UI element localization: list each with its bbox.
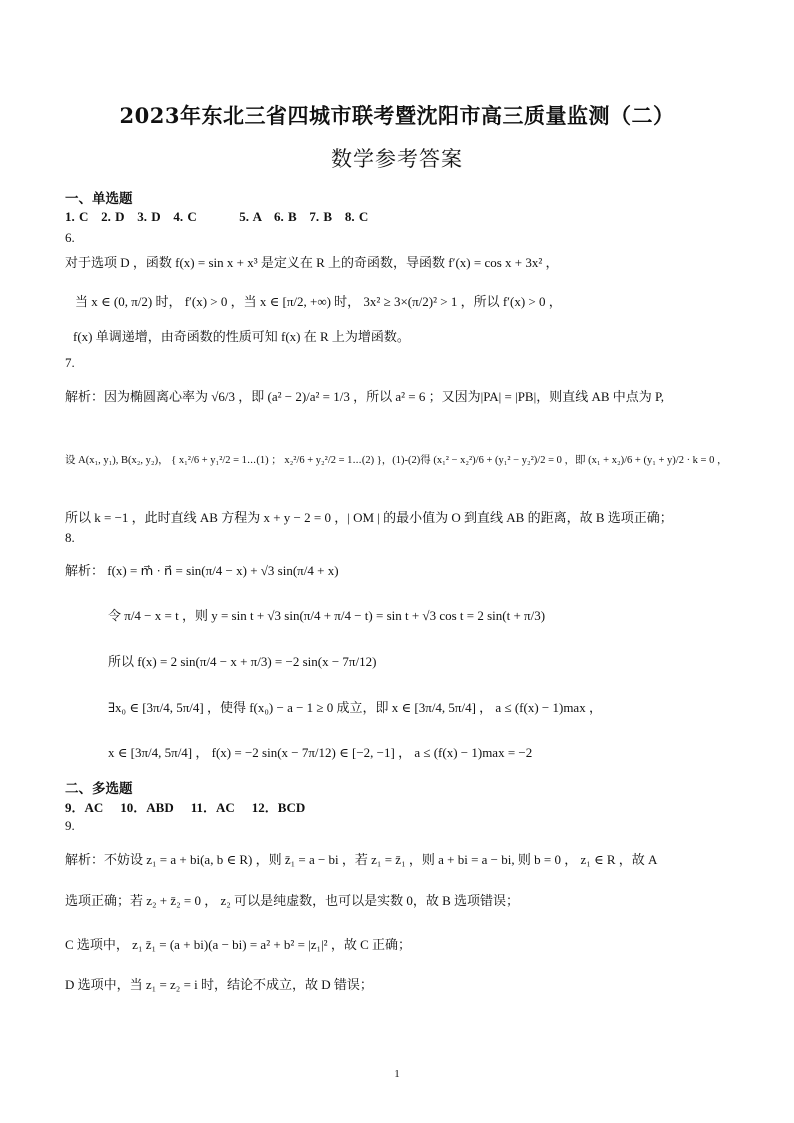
q9-line-4: D 选项中，当 z₁ = z₂ = i 时，结论不成立，故 D 错误； <box>65 977 373 992</box>
q7-line-3: 所以 k = −1 ，此时直线 AB 方程为 x + y − 2 = 0 ，| OM | 的最小值为 O 到直线 AB 的距离，故 B 选项正确； <box>65 510 673 525</box>
q7-line-2: 设 A(x₁, y₁), B(x₂, y₂)， { x₁²/6 + y₁²/2 = 1⋯(1) ； x₂²/6 + y₂²/2 = 1⋯(2) }，(1)-(2)得 (x₁² − x₂²)/6 + (y₁² − y₂²)/2 = 0 ，即 (x₁ + x₂)/6 + (y₁ + y)/2 · k = 0 ， <box>65 455 728 466</box>
section-heading-single-choice: 一、单选题 <box>65 191 133 207</box>
q9-number: 9. <box>65 818 75 833</box>
q6-line-1: 对于选项 D ，函数 f(x) = sin x + x³ 是定义在 R 上的奇函数，导函数 f′(x) = cos x + 3x² ， <box>65 255 559 270</box>
q9-line-3: C 选项中， z₁ z̄₁ = (a + bi)(a − bi) = a² + b² = |z₁|² ，故 C 正确； <box>65 937 411 952</box>
q7-number: 7. <box>65 355 75 370</box>
q9-line-1: 解析：不妨设 z₁ = a + bi(a, b ∈ R) ，则 z̄₁ = a − bi ，若 z₁ = z̄₁ ，则 a + bi = a − bi, 则 b = 0 ， z₁ ∈ R ，故 A <box>65 852 658 867</box>
q8-line-4: ∃x₀ ∈ [3π/4, 5π/4] ，使得 f(x₀) − a − 1 ≥ 0 成立，即 x ∈ [3π/4, 5π/4] ， a ≤ (f(x) − 1)max ， <box>108 700 602 715</box>
section-heading-multi-choice: 二、多选题 <box>65 781 133 797</box>
q8-line-2: 令 π/4 − x = t ，则 y = sin t + √3 sin(π/4 + π/4 − t) = sin t + √3 cos t = 2 sin(t + π/3) <box>108 608 546 623</box>
q8-number: 8. <box>65 530 75 545</box>
page-subtitle: 数学参考答案 <box>331 147 463 171</box>
q6-line-2: 当 x ∈ (0, π/2) 时， f′(x) > 0 ，当 x ∈ [π/2, +∞) 时， 3x² ≥ 3×(π/2)² > 1 ，所以 f′(x) > 0 ， <box>75 294 562 309</box>
q6-number: 6. <box>65 230 75 245</box>
multi-choice-answers: 9．AC 10．ABD 11．AC 12．BCD <box>65 800 306 815</box>
q8-line-3: 所以 f(x) = 2 sin(π/4 − x + π/3) = −2 sin(x − 7π/12) <box>108 654 377 669</box>
q8-line-1: 解析： f(x) = m⃗ · n⃗ = sin(π/4 − x) + √3 sin(π/4 + x) <box>65 563 339 578</box>
q8-line-5: x ∈ [3π/4, 5π/4] ， f(x) = −2 sin(x − 7π/12) ∈ [−2, −1] ， a ≤ (f(x) − 1)max = −2 <box>108 745 533 760</box>
q9-line-2: 选项正确；若 z₂ + z̄₂ = 0 ， z₂ 可以是纯虚数，也可以是实数 0，故 B 选项错误； <box>65 893 519 908</box>
q6-line-3: f(x) 单调递增，由奇函数的性质可知 f(x) 在 R 上为增函数。 <box>73 329 410 344</box>
page-title: 2023年东北三省四城市联考暨沈阳市高三质量监测（二） <box>119 103 675 128</box>
page-number: 1 <box>394 1068 400 1080</box>
single-choice-answers: 1. C 2. D 3. D 4. C 5. A 6. B 7. B 8. C <box>65 209 369 224</box>
q7-line-1: 解析：因为椭圆离心率为 √6/3 ，即 (a² − 2)/a² = 1/3 ，所以 a² = 6 ；又因为|PA| = |PB|，则直线 AB 中点为 P, <box>65 389 665 404</box>
